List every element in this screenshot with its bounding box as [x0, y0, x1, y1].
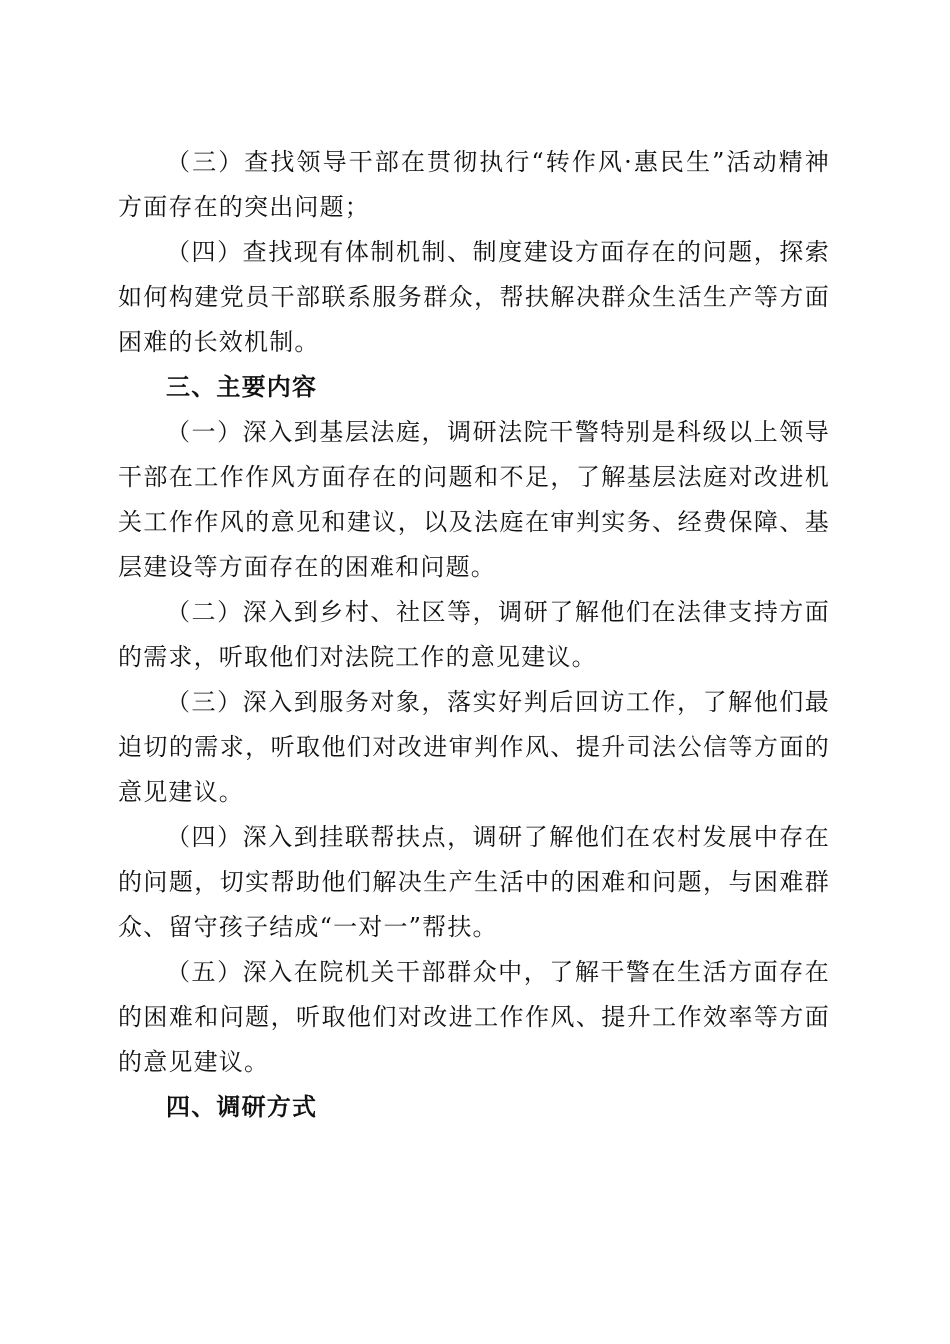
- paragraph-investigate-systems: （四）查找现有体制机制、制度建设方面存在的问题，探索如何构建党员干部联系服务群众，帮扶解决群众生活生产等方面困难的长效机制。: [118, 238, 830, 356]
- section-heading-main-content: 三、主要内容: [166, 373, 318, 401]
- section-heading-research-methods: 四、调研方式: [166, 1093, 318, 1121]
- paragraph-court-staff: （五）深入在院机关干部群众中，了解干警在生活方面存在的困难和问题，听取他们对改进工作作风、提升工作效率等方面的意见建议。: [118, 958, 830, 1076]
- paragraph-grassroots-courts: （一）深入到基层法庭，调研法院干警特别是科级以上领导干部在工作作风方面存在的问题和不足，了解基层法庭对改进机关工作作风的意见和建议，以及法庭在审判实务、经费保障、基层建设等方面存在的困难和问题。: [118, 418, 830, 581]
- paragraph-service-recipients: （三）深入到服务对象，落实好判后回访工作，了解他们最迫切的需求，听取他们对改进审判作风、提升司法公信等方面的意见建议。: [118, 688, 830, 806]
- paragraph-assistance-points: （四）深入到挂联帮扶点，调研了解他们在农村发展中存在的问题，切实帮助他们解决生产生活中的困难和问题，与困难群众、留守孩子结成“一对一”帮扶。: [118, 823, 830, 941]
- paragraph-villages-communities: （二）深入到乡村、社区等，调研了解他们在法律支持方面的需求，听取他们对法院工作的意见建议。: [118, 598, 830, 671]
- paragraph-investigate-leaders: （三）查找领导干部在贯彻执行“转作风·惠民生”活动精神方面存在的突出问题；: [118, 148, 830, 221]
- document-body: [118, 140, 830, 1130]
